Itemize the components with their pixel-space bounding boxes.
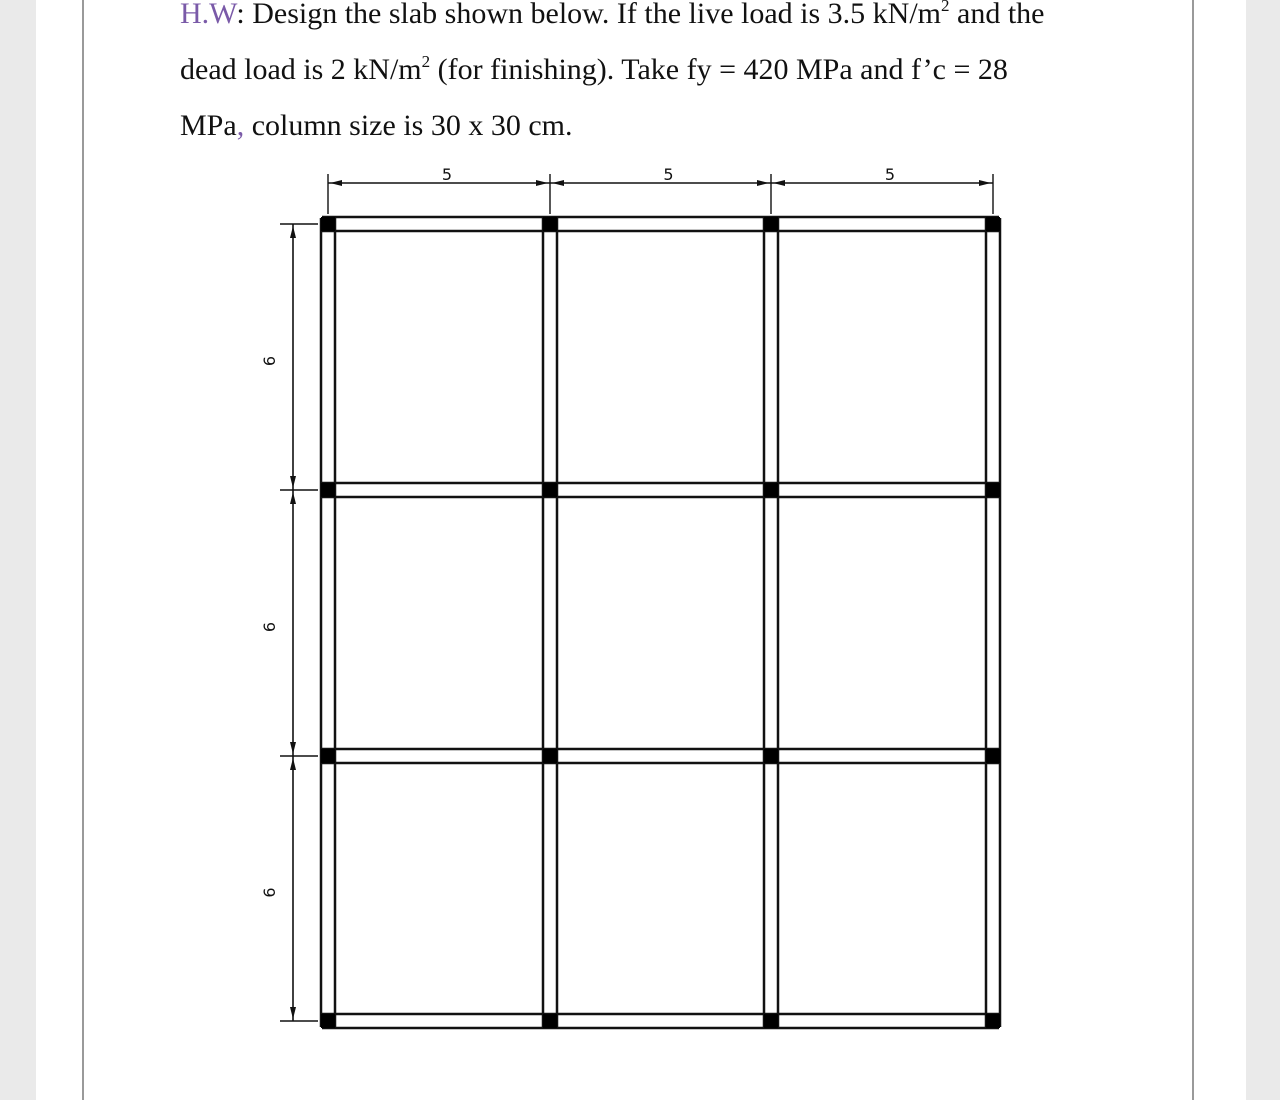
line1-superscript: 2 [941, 0, 950, 16]
column [986, 1014, 1000, 1028]
dimension-arrow [290, 492, 296, 504]
dimension-label-vertical: 6 [260, 355, 279, 367]
dimension-label-horizontal: 5 [884, 165, 896, 184]
column [543, 217, 557, 231]
dimension-arrow [330, 180, 342, 186]
line1-text: Design the slab shown below. If the live load is 3.5 kN/m [244, 0, 942, 30]
line3-text: MPa [180, 109, 237, 142]
column [764, 217, 778, 231]
column [764, 1014, 778, 1028]
line1-end: and the [949, 0, 1045, 30]
dimension-arrow [536, 180, 548, 186]
line2-superscript: 2 [421, 52, 431, 72]
column [543, 749, 557, 763]
dimension-arrow [290, 1007, 296, 1019]
dimension-arrow [290, 476, 296, 488]
hw-colon: : [236, 0, 245, 30]
column [321, 483, 335, 497]
column [986, 483, 1000, 497]
line3-end: column size is 30 x 30 cm. [244, 109, 573, 142]
dimension-arrow [552, 180, 564, 186]
dimension-arrow [757, 180, 769, 186]
dimension-label-horizontal: 5 [663, 165, 674, 184]
column [764, 483, 778, 497]
hw-label: H.W [180, 0, 237, 30]
dimension-arrow [979, 180, 991, 186]
line3-comma: , [236, 109, 245, 142]
column [321, 749, 335, 763]
column [321, 217, 335, 231]
column [543, 1014, 557, 1028]
dimension-arrow [290, 226, 296, 238]
dimension-arrow [773, 180, 785, 186]
column [543, 483, 557, 497]
dimension-label-vertical: 6 [260, 621, 279, 633]
dimension-label-horizontal: 5 [441, 165, 453, 184]
column [764, 749, 778, 763]
dimension-arrow [290, 758, 296, 770]
line2-end: (for finishing). Take fy = 420 MPa and f’c = 28 [430, 53, 1008, 86]
line2-text: dead load is 2 kN/m [180, 53, 422, 86]
dimension-arrow [290, 742, 296, 754]
column [986, 217, 1000, 231]
column [986, 749, 1000, 763]
dimension-label-vertical: 6 [260, 887, 279, 898]
column [321, 1014, 335, 1028]
